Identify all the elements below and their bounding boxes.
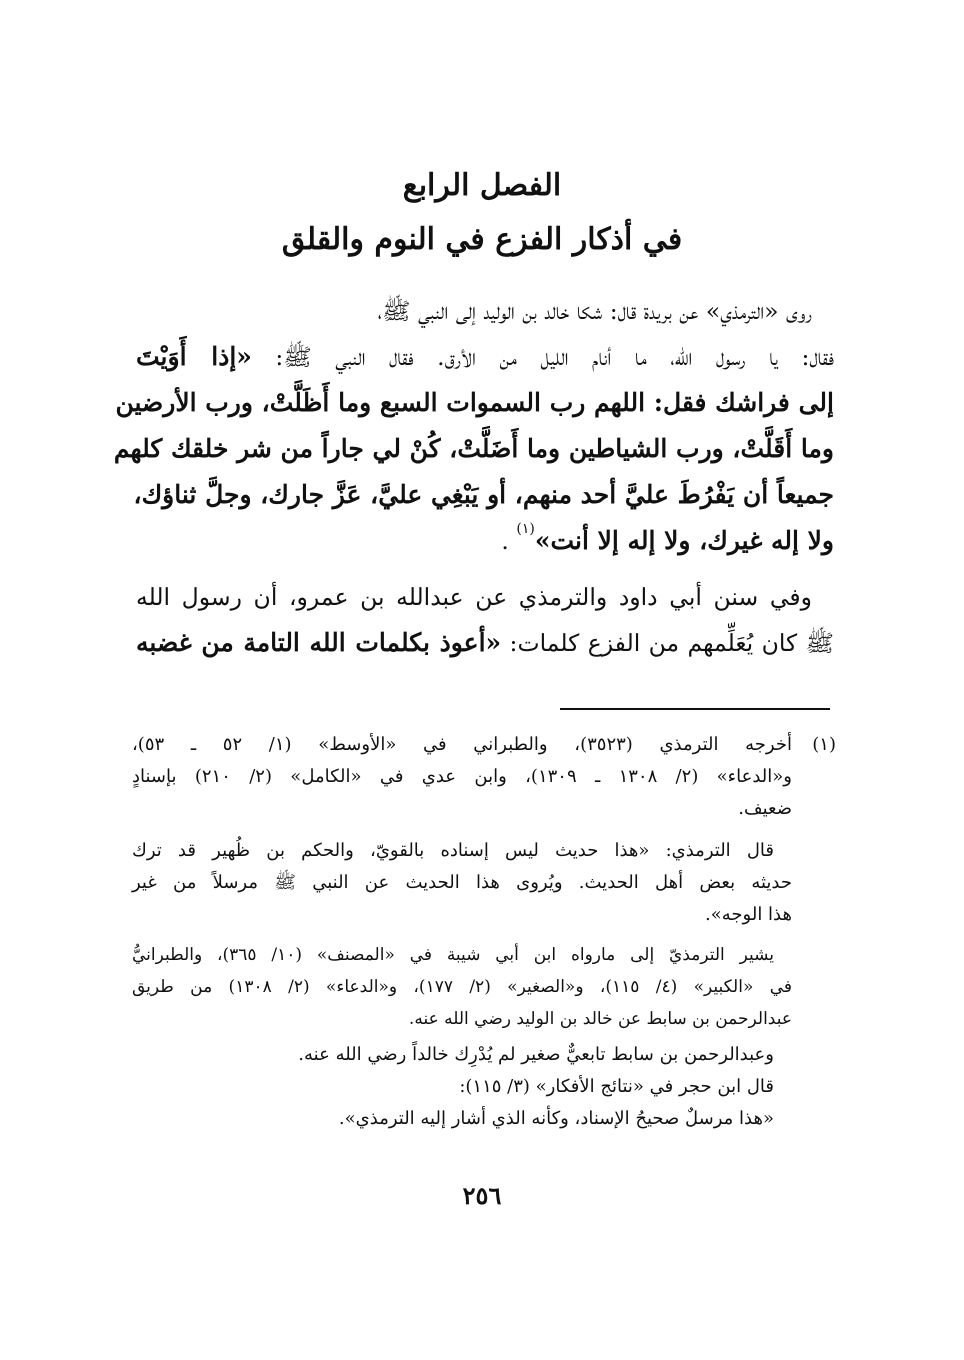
paragraph-1-line-1: روى «الترمذي» عن بريدة قال: شكا خالد بن الوليد إلى النبي ﷺ، xyxy=(377,297,812,325)
footnote-1-line-1: أخرجه الترمذي (٣٥٢٣)، والطبراني في «الأوسط» (١/ ٥٢ ـ ٥٣)، xyxy=(132,734,792,755)
paragraph-1-line-2 xyxy=(136,334,834,380)
paragraph-1-line-2-text: فقال: يا رسول الله، ما أنام الليل من الأرق. فقال النبي ﷺ: xyxy=(251,343,834,371)
footnote-reference[interactable]: (١) xyxy=(516,521,535,537)
footnote-4-line-1: وعبدالرحمن بن سابط تابعيٌّ صغير لم يُدْرِك خالداً رضي الله عنه. xyxy=(298,1044,774,1065)
footnote-1-line-3: ضعيف. xyxy=(738,798,792,819)
footnote-2-line-1: قال الترمذي: «هذا حديث ليس إسناده بالقويّ، والحكم بن ظُهير قد ترك xyxy=(132,840,774,861)
hadith-quote-2: «أعوذ بكلمات الله التامة من غضبه xyxy=(136,628,502,657)
page-number: ٢٥٦ xyxy=(462,1181,502,1210)
paragraph-1-line-5: جميعاً أن يَفْرُطَ عليَّ أحد منهم، أو يَبْغِي عليَّ، عَزَّ جارك، وجلَّ ثناؤك، xyxy=(133,480,834,509)
paragraph-1-line-6 xyxy=(136,518,834,564)
footnote-2-line-3: هذا الوجه». xyxy=(705,904,792,925)
chapter-title: الفصل الرابع xyxy=(402,168,562,203)
paragraph-1-line-3: إلى فراشك فقل: اللهم رب السموات السبع وما أَظَلَّتْ، ورب الأرضين xyxy=(115,388,834,417)
paragraph-2-line-2-text: ﷺ كان يُعَلِّمهم من الفزع كلمات: xyxy=(501,629,834,657)
footnote-3-line-2: في «الكبير» (٤/ ١١٥)، و«الصغير» (٢/ ١٧٧)، و«الدعاء» (٢/ ١٣٠٨) من طريق xyxy=(132,977,792,997)
footnote-2-line-2: حديثه بعض أهل الحديث. ويُروى هذا الحديث عن النبي ﷺ مرسلاً من غير xyxy=(132,872,792,893)
footnote-3-line-3: عبدالرحمن بن سابط عن خالد بن الوليد رضي الله عنه. xyxy=(408,1009,792,1029)
paragraph-2-line-1: وفي سنن أبي داود والترمذي عن عبدالله بن عمرو، أن رسول الله xyxy=(136,583,812,611)
footnote-4-line-3: «هذا مرسلٌ صحيحُ الإسناد، وكأنه الذي أشار إليه الترمذي». xyxy=(338,1108,774,1129)
footnote-marker: (١) xyxy=(812,734,836,755)
hadith-quote-start: «إذا أَوَيْتَ xyxy=(136,342,252,371)
footnote-divider xyxy=(560,708,830,710)
footnote-3-line-1: يشير الترمذيّ إلى مارواه ابن أبي شيبة في «المصنف» (١٠/ ٣٦٥)، والطبرانيُّ xyxy=(132,945,775,965)
footnote-4-line-2: قال ابن حجر في «نتائج الأفكار» (٣/ ١١٥): xyxy=(459,1076,774,1097)
footnote-1-line-2: و«الدعاء» (٢/ ١٣٠٨ ـ ١٣٠٩)، وابن عدي في «الكامل» (٢/ ٢١٠) بإسنادٍ xyxy=(132,766,793,787)
paragraph-2-line-2 xyxy=(136,620,834,666)
hadith-quote-end: ولا إله غيرك، ولا إله إلا أنت» xyxy=(534,526,834,555)
paragraph-1-end: . xyxy=(501,527,517,555)
chapter-subtitle: في أذكار الفزع في النوم والقلق xyxy=(281,222,683,257)
paragraph-1-line-4: وما أَقَلَّتْ، ورب الشياطين وما أَضَلَّتْ، كُنْ لي جاراً من شر خلقك كلهم xyxy=(113,434,834,463)
